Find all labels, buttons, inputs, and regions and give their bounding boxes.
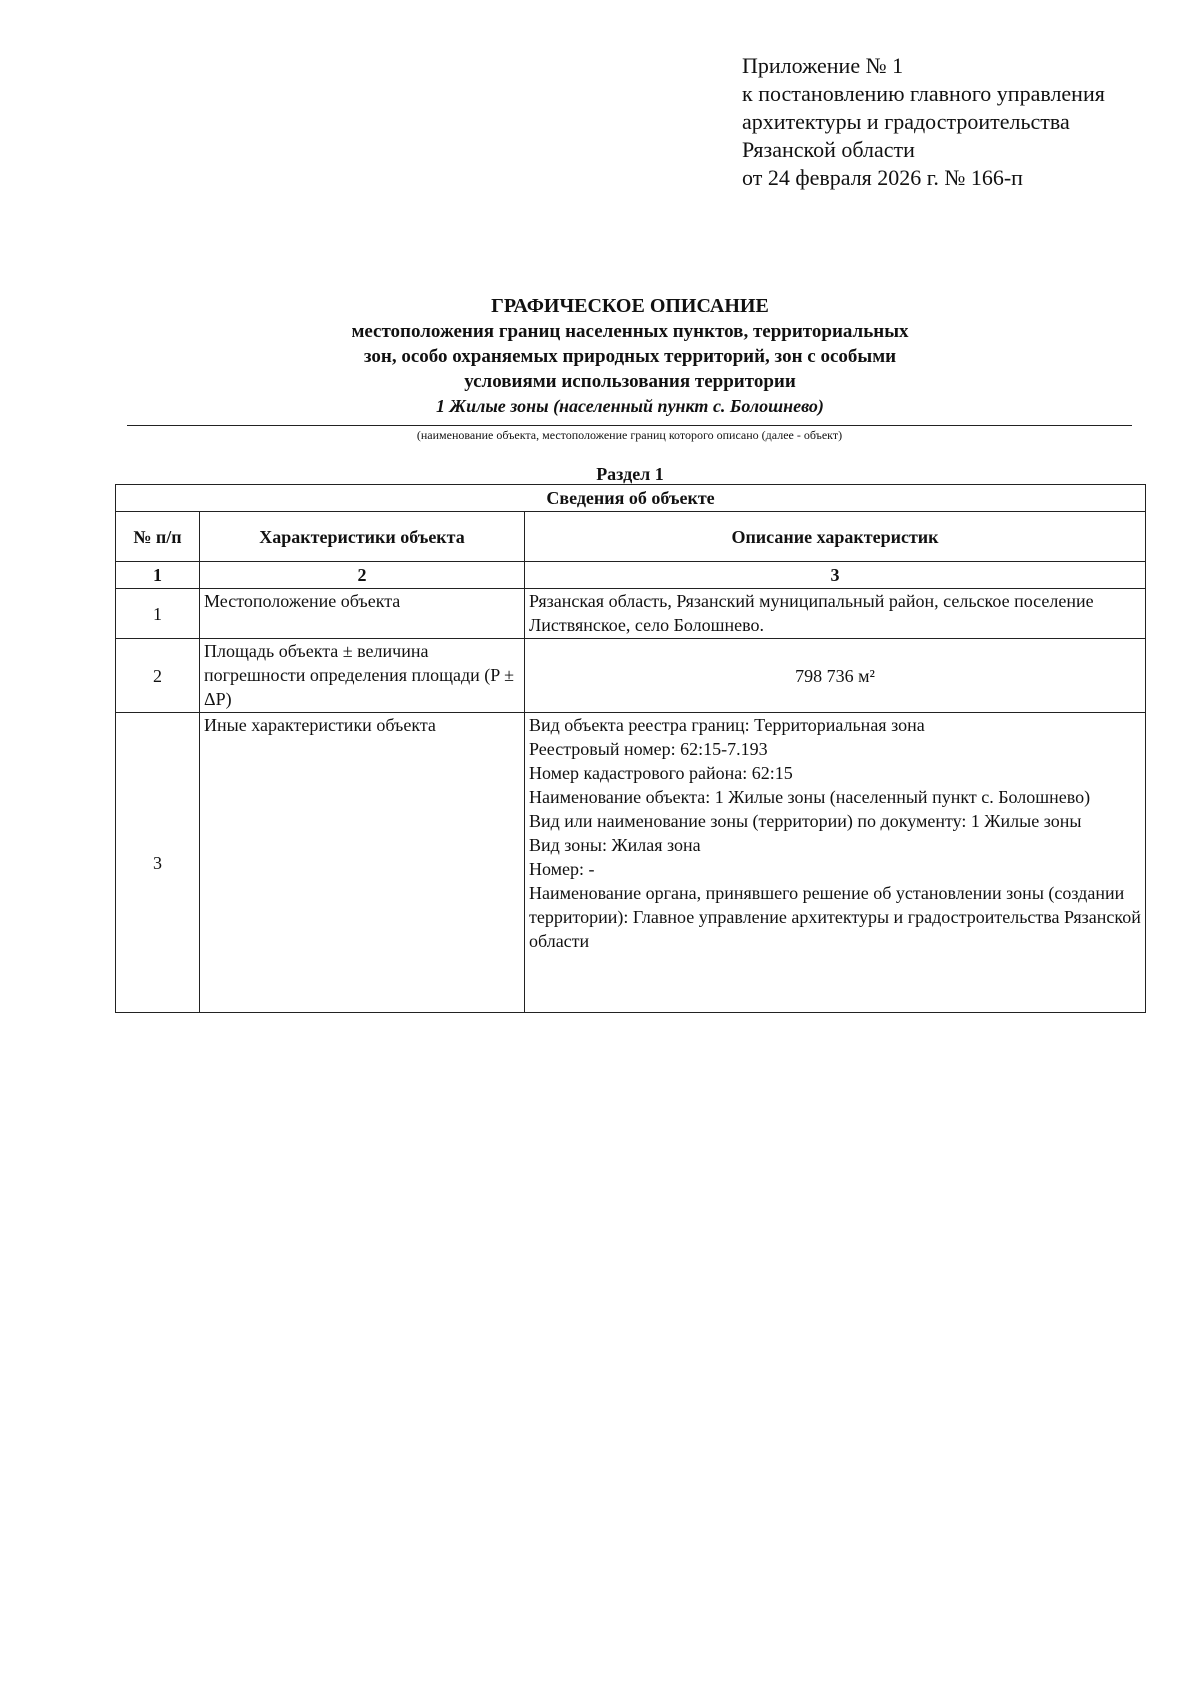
row-characteristic: Иные характеристики объекта	[200, 713, 525, 1013]
document-subtitle-line: условиями использования территории	[464, 371, 796, 392]
document-title-block	[115, 293, 1145, 418]
header-description: Описание характеристик	[525, 512, 1146, 562]
column-number: 1	[116, 562, 200, 589]
row-characteristic: Площадь объекта ± величина погрешности определения площади (P ± ΔP)	[200, 639, 525, 713]
description-line: Реестровый номер: 62:15-7.193	[529, 739, 768, 759]
description-line: Номер кадастрового района: 62:15	[529, 763, 793, 783]
annex-date-line: от 24 февраля 2026 г. № 166-п	[742, 165, 1023, 190]
annex-header	[742, 52, 1105, 192]
header-num	[116, 512, 200, 562]
table-row	[116, 639, 1146, 713]
row-num: 2	[116, 639, 200, 713]
annex-line: Рязанской области	[742, 137, 915, 162]
document-title: ГРАФИЧЕСКОЕ ОПИСАНИЕ	[491, 295, 769, 317]
row-num: 3	[116, 713, 200, 1013]
annex-line: архитектуры и градостроительства	[742, 109, 1070, 134]
description-line: Вид зоны: Жилая зона	[529, 835, 701, 855]
table-row	[116, 589, 1146, 639]
document-subtitle-line: местоположения границ населенных пунктов, территориальных	[351, 321, 909, 342]
section-title: Раздел 1	[596, 464, 664, 484]
row-description-list	[525, 713, 1146, 1013]
document-subtitle-line: зон, особо охраняемых природных территорий, зон с особыми	[363, 346, 897, 367]
object-name-underline	[127, 425, 1132, 426]
annex-line: к постановлению главного управления	[742, 81, 1105, 106]
annex-line: Приложение № 1	[742, 53, 904, 78]
object-name-caption: (наименование объекта, местоположение границ которого описано (далее - объект)	[416, 428, 843, 442]
row-characteristic: Местоположение объекта	[200, 589, 525, 639]
description-line: Номер: -	[529, 859, 595, 879]
table-title: Сведения об объекте	[116, 485, 1146, 512]
column-number: 2	[200, 562, 525, 589]
description-line: Вид или наименование зоны (территории) по документу: 1 Жилые зоны	[529, 811, 1082, 831]
object-name: 1 Жилые зоны (населенный пункт с. Болошнево)	[436, 396, 824, 416]
header-characteristics: Характеристики объекта	[200, 512, 525, 562]
row-num: 1	[116, 589, 200, 639]
description-line: Вид объекта реестра границ: Территориальная зона	[529, 715, 925, 735]
table-row	[116, 713, 1146, 1013]
row-description-area: 798 736 м²	[525, 639, 1146, 713]
description-line: Наименование объекта: 1 Жилые зоны (населенный пункт с. Болошнево)	[529, 787, 1091, 807]
header-num-text: № п/п	[133, 526, 182, 547]
row-description: Рязанская область, Рязанский муниципальный район, сельское поселение Листвянское, село Болошнево.	[525, 589, 1146, 639]
column-number: 3	[525, 562, 1146, 589]
object-info-table	[115, 484, 1146, 1013]
description-line: Наименование органа, принявшего решение об установлении зоны (создании территории): Главное управление архитектуры и градостроительства Рязанской области	[529, 883, 1141, 951]
